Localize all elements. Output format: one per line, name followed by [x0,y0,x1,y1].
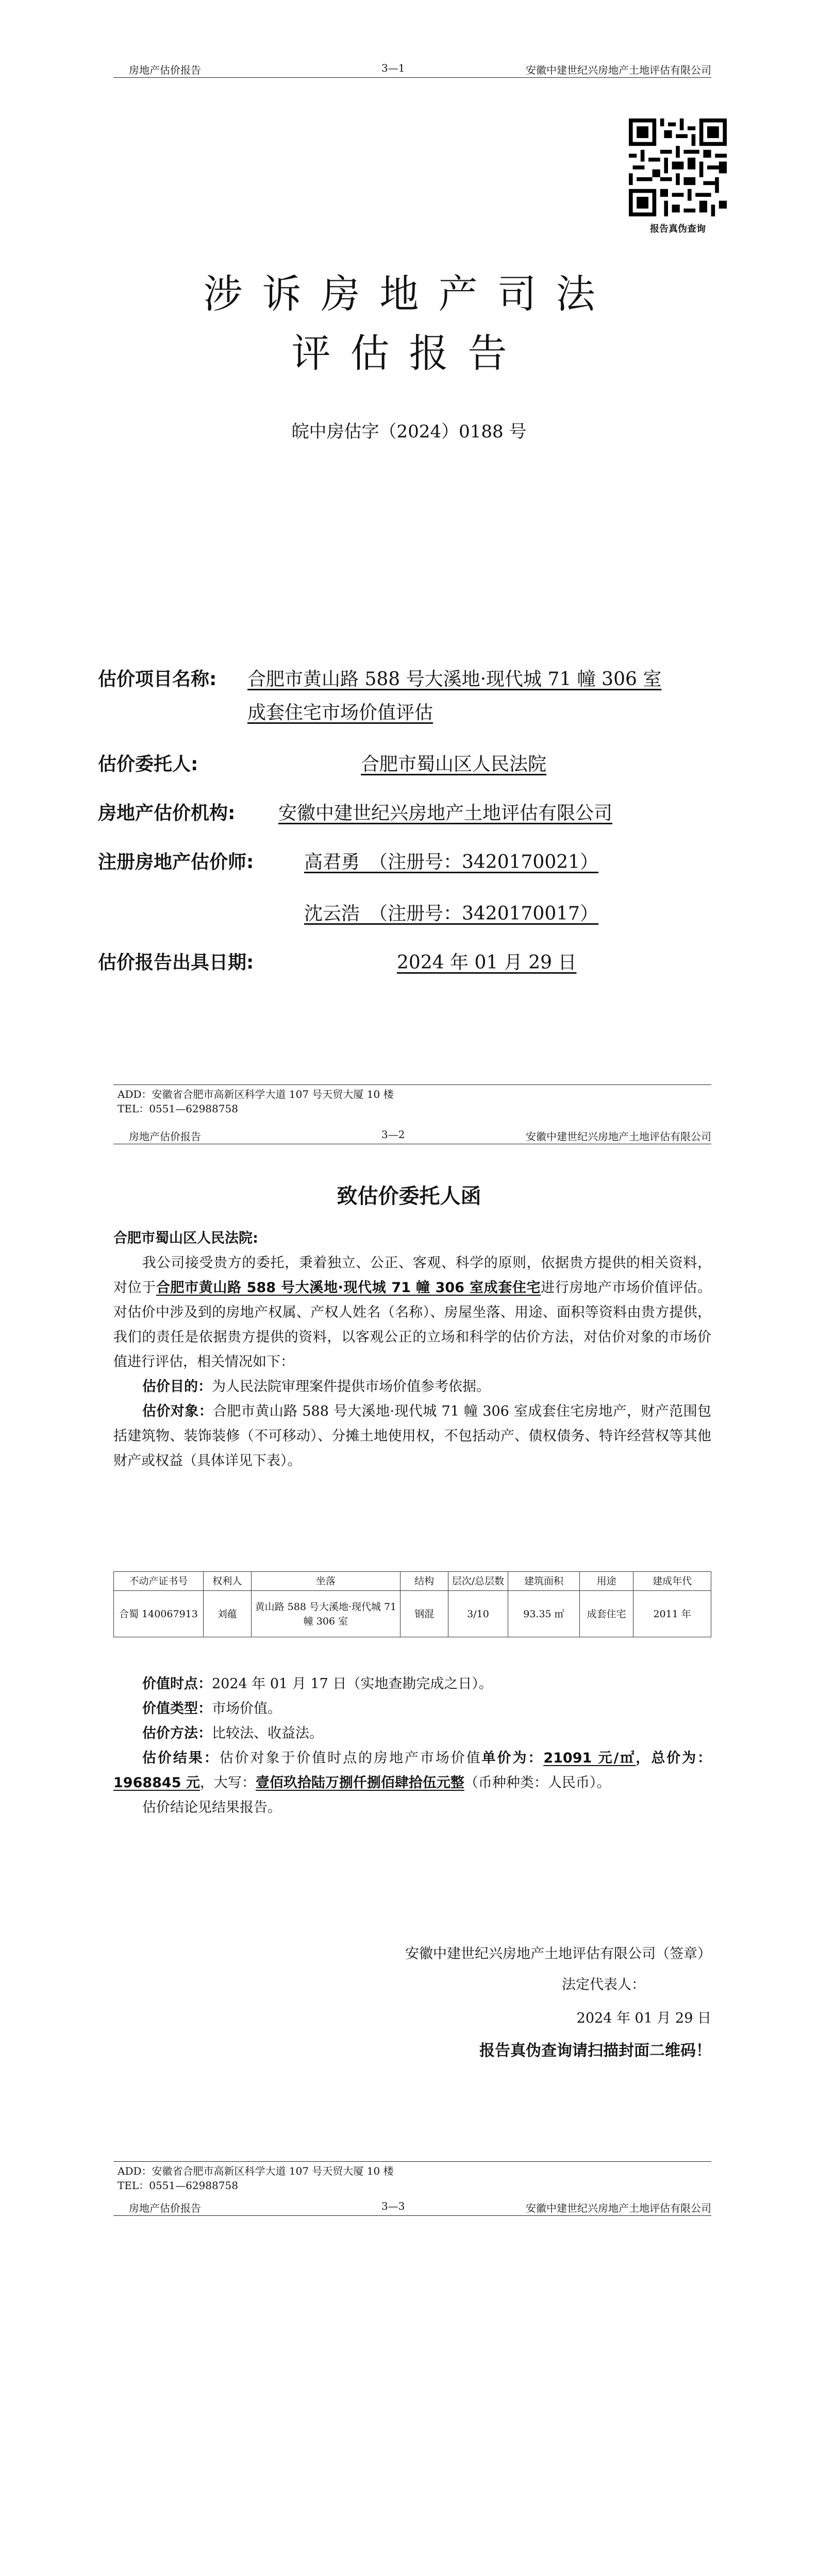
letter-addressee: 合肥市蜀山区人民法院: [113,1230,258,1246]
valuation-date-label: 价值时点： [142,1676,212,1692]
letter-title: 致估价委托人函 [337,1184,481,1208]
result-text: 估价对象于价值时点的房地产市场价值 [219,1750,482,1766]
report-title-line-1: 涉诉房地产司法 [203,271,615,317]
result-total: 1968845 元 [113,1775,200,1791]
property-table [113,1571,711,1637]
th-area: 建筑面积 [508,1572,579,1591]
project-name-label: 估价项目名称: [98,669,217,690]
header-right: 安徽中建世纪兴房地产土地评估有限公司 [526,1130,711,1143]
cell-use: 成套住宅 [580,1591,633,1637]
footer-tel: TEL：0551—62988758 [118,2179,238,2192]
cell-location: 黄山路 588 号大溪地·现代城 71 幢 306 室 [251,1591,400,1637]
th-owner: 权利人 [203,1572,251,1591]
result-label: 估价结果： [142,1750,220,1766]
header-page-number: 3—2 [381,1128,405,1141]
method-value: 比较法、收益法。 [212,1725,323,1741]
cell-year: 2011 年 [633,1591,711,1637]
page-header [113,62,711,75]
header-right: 安徽中建世纪兴房地产土地评估有限公司 [526,64,711,76]
page-header [113,1128,711,1142]
signature-representative: 法定代表人： [562,1977,645,1993]
valuation-date-value: 2024 年 01 月 17 日（实地查勘完成之日）。 [212,1676,493,1692]
client-value: 合肥市蜀山区人民法院 [361,754,547,775]
value-type-label: 价值类型： [142,1701,212,1717]
header-page-number: 3—3 [381,2200,405,2212]
result-unit-price: 21091 元/㎡ [543,1750,636,1766]
project-name-value-2: 成套住宅市场价值评估 [247,702,433,723]
letter-body [113,1226,711,1473]
cell-floor: 3/10 [448,1591,508,1637]
object-label: 估价对象： [142,1403,213,1419]
header-left: 房地产估价报告 [129,64,201,76]
cell-cert-no: 合蜀 140067913 [114,1591,204,1637]
report-title-line-2: 评估报告 [291,330,527,376]
report-number: 皖中房估字（2024）0188 号 [291,421,527,442]
intro-object: 合肥市黄山路 588 号大溪地·现代城 71 幢 306 室成套住宅 [156,1280,541,1296]
page-header [113,2200,711,2213]
footer-address: ADD：安徽省合肥市高新区科学大道 107 号天贸大厦 10 楼 [118,1088,394,1100]
footer-divider [113,2161,711,2162]
method-label: 估价方法： [142,1725,212,1741]
result-upper: 壹佰玖拾陆万捌仟捌佰肆拾伍元整 [255,1775,464,1791]
qr-caption: 报告真伪查询 [650,224,706,234]
footer-divider [113,1084,711,1085]
th-floor: 层次/总层数 [448,1572,508,1591]
agency-value: 安徽中建世纪兴房地产土地评估有限公司 [278,803,613,824]
signature-date: 2024 年 01 月 29 日 [576,2010,711,2026]
intro-text-a: 我公司接受贵方的委托，秉着独立、公正、客观、科学的原则，依据贵方提供的相关资料，对位于 [113,1255,711,1296]
header-right: 安徽中建世纪兴房地产土地评估有限公司 [526,2202,711,2214]
header-page-number: 3—1 [381,62,405,74]
method-line [113,1721,711,1746]
purpose-line [113,1375,711,1399]
th-structure: 结构 [400,1572,448,1591]
header-left: 房地产估价报告 [129,2202,201,2214]
result-currency: （币种种类：人民币）。 [464,1775,611,1791]
cell-structure: 钢混 [400,1591,448,1637]
result-unit-label: 单价为： [481,1750,544,1766]
report-date-value: 2024 年 01 月 29 日 [397,952,577,973]
header-divider [113,77,711,78]
project-name-value-1: 合肥市黄山路 588 号大溪地·现代城 71 幢 306 室 [247,669,662,690]
intro-text-b: 进行房地产市场价值评估。对估价中涉及到的房地产权属、产权人姓名（名称）、房屋坐落、用途、面积等资料由贵方提供，我们的责任是依据贵方提供的资料，以客观公正的立场和科学的估价方法，对估价对象的市场价值进行评估，相关情况如下： [113,1280,712,1370]
signature-company: 安徽中建世纪兴房地产土地评估有限公司（签章） [405,1946,711,1962]
table-header-row [114,1572,711,1591]
th-location: 坐落 [251,1572,400,1591]
client-label: 估价委托人: [98,754,198,775]
footer-tel: TEL：0551—62988758 [118,1103,238,1115]
appraiser-1: 高君勇 （注册号：3420170021） [304,852,599,873]
letter-body-2 [113,1672,711,1820]
page-footer [113,2164,711,2193]
value-type-value: 市场价值。 [212,1701,281,1717]
result-line [113,1746,711,1795]
object-value: 合肥市黄山路 588 号大溪地·现代城 71 幢 306 室成套住宅房地产，财产范围包括建筑物、装饰装修（不可移动）、分摊土地使用权，不包括动产、债权债务、特许经营权等其他财产或权益（具体详见下表）。 [113,1403,712,1469]
object-line [113,1399,711,1473]
agency-label: 房地产估价机构: [98,803,236,824]
closing-line: 估价结论见结果报告。 [142,1800,281,1816]
table-row [114,1591,711,1637]
report-date-label: 估价报告出具日期: [98,952,254,973]
page-footer [113,1087,711,1116]
result-total-label: ，总价为： [636,1750,712,1766]
appraiser-2: 沈云浩 （注册号：3420170017） [304,903,599,924]
th-year: 建成年代 [633,1572,711,1591]
valuation-date-line [113,1672,711,1697]
header-divider [113,2215,711,2216]
th-use: 用途 [580,1572,633,1591]
cell-owner: 刘蕴 [203,1591,251,1637]
footer-address: ADD：安徽省合肥市高新区科学大道 107 号天贸大厦 10 楼 [118,2165,394,2177]
qr-code-icon[interactable] [629,118,727,216]
th-cert-no: 不动产证书号 [114,1572,204,1591]
result-upper-label: ，大写： [199,1775,256,1791]
purpose-value: 为人民法院审理案件提供市场价值参考依据。 [212,1379,490,1395]
letter-intro [113,1251,711,1375]
cell-area: 93.35 ㎡ [508,1591,579,1637]
purpose-label: 估价目的： [142,1379,212,1395]
header-left: 房地产估价报告 [129,1130,201,1143]
value-type-line [113,1697,711,1721]
verify-note: 报告真伪查询请扫描封面二维码！ [479,2042,711,2060]
appraiser-label: 注册房地产估价师: [98,852,254,873]
